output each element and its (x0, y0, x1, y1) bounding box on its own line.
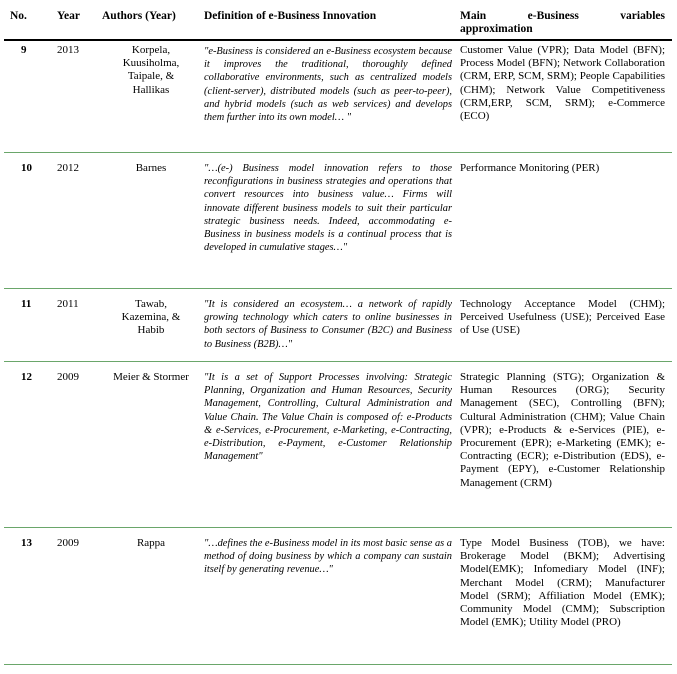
row-variables: Technology Acceptance Model (CHM); Perceived Usefulness (USE); Perceived Ease of Use (USE) (460, 298, 665, 337)
row-definition: "…defines the e-Business model in its most basic sense as a method of doing business by which a company can sustain itself by generating revenue…" (204, 538, 452, 576)
header-divider (4, 39, 672, 41)
row-divider (4, 361, 672, 362)
row-authors: Tawab, Kazemina, & Habib (121, 298, 181, 337)
row-authors: Meier & Stormer (113, 371, 189, 383)
row-authors: Barnes (135, 162, 167, 174)
row-definition: "It is a set of Support Processes involving: Strategic Planning, Organization and Human Resources, Security Management, Controlling, Cultural Administration and Value Chain. The Value Chain is composed of: e-Products & e-Services, e-Procurement, e-Marketing, e-Contracting, e-Distribution, e-Payment, e-Customer Relationship Management" (204, 372, 452, 463)
row-definition: "e-Business is considered an e-Business ecosystem because it improves the traditional, thoroughly defined collaborative environments, such as centralized models (client-server), distributed models (such as peer-to-peer), and hybrid models (such as web services) and develops them further into its own model… " (204, 46, 452, 124)
row-definition: "It is considered an ecosystem… a network of rapidly growing technology which caters to online businesses in both sectors of Business to Consumer (B2C) and Business to Business (B2B)…" (204, 299, 452, 350)
row-year: 2009 (57, 537, 79, 549)
header-variables-word-3: variables (620, 10, 665, 22)
row-year: 2013 (57, 44, 79, 56)
row-variables: Type Model Business (TOB), we have: Brokerage Model (BKM); Advertising Model(EMK); Infomediary Model (INF); Merchant Model (CRM); Manufacturer Model (SRM); Affiliation Model (EMK); Community Model (CMM); Subscription Model (EMK); Utility Model (PRO) (460, 537, 665, 629)
row-number: 9 (21, 44, 27, 56)
header-variables-word-1: Main (460, 10, 487, 22)
row-variables: Performance Monitoring (PER) (460, 162, 600, 174)
row-divider (4, 152, 672, 153)
row-divider (4, 288, 672, 289)
row-year: 2011 (57, 298, 79, 310)
row-variables: Strategic Planning (STG); Organization & Human Resources (ORG); Security Management (SEC), Controlling (BFN); Cultural Administration (CHM); Value Chain (VPR); e-Products & e-Services (PIE), e-Procurement (EPR); e-Marketing (EMK); e-Contracting (ECR); e-Distribution (EDS), e-Payment (EPY), e-Customer Relationship Management (CRM) (460, 371, 665, 489)
row-year: 2009 (57, 371, 79, 383)
row-number: 12 (21, 371, 32, 383)
header-variables (460, 10, 665, 36)
header-variables-line-2: approximation (460, 23, 533, 35)
row-year: 2012 (57, 162, 79, 174)
row-authors: Rappa (136, 537, 166, 549)
header-variables-word-2: e-Business (527, 10, 579, 22)
header-definition: Definition of e-Business Innovation (204, 10, 377, 22)
row-variables: Customer Value (VPR); Data Model (BFN); Process Model (BFN); Network Collaboration (CRM, ERP, SCM, SRM); People Capabilities (CHM); Network Value Competitiveness (CRM,ERP, SCM, SRM); e-Commerce (ECO) (460, 44, 665, 123)
row-number: 11 (21, 298, 32, 310)
header-authors: Authors (Year) (102, 10, 176, 22)
row-definition: "…(e-) Business model innovation refers to those reconfigurations in business strategies and operations that convert resources into business value… Firms will innovate different business models to suit their particular strategic business needs. Indeed, accommodating e-Business in business models is a continual process that is developed in cumulative stages…" (204, 163, 452, 254)
header-year: Year (57, 10, 80, 22)
row-authors: Korpela, Kuusiholma, Taipale, & Hallikas (122, 44, 180, 96)
row-number: 10 (21, 162, 32, 174)
row-divider (4, 527, 672, 528)
row-number: 13 (21, 537, 32, 549)
table-bottom-border (4, 664, 672, 665)
header-no: No. (10, 10, 27, 22)
